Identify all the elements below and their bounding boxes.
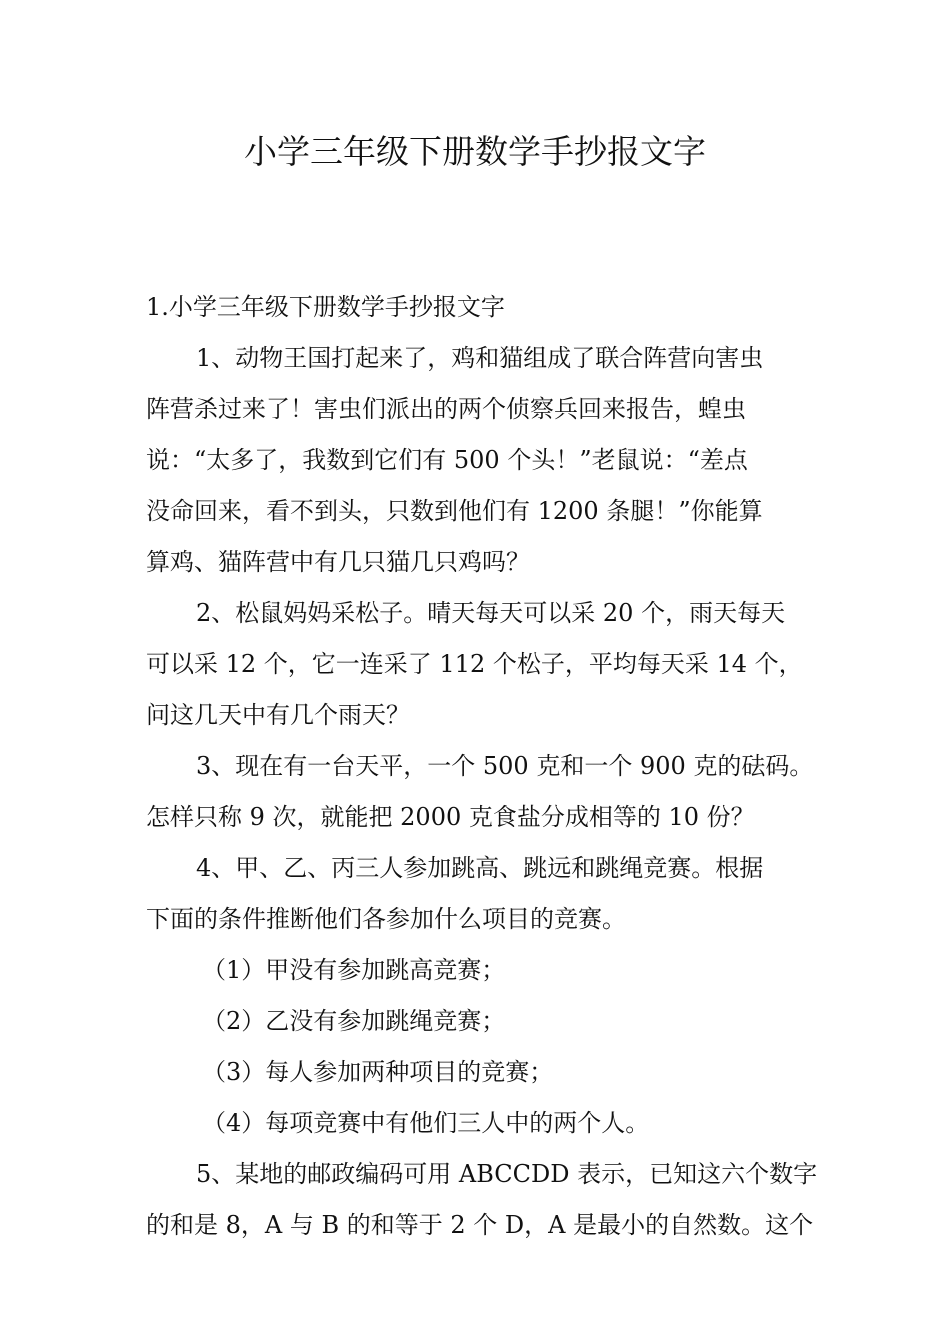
document-body — [146, 282, 826, 1251]
text-line: （3）每人参加两种项目的竞赛； — [202, 1058, 554, 1086]
text-line: 说：“太多了，我数到它们有 500 个头！”老鼠说：“差点 — [146, 446, 748, 474]
document-title: 小学三年级下册数学手抄报文字 — [244, 132, 706, 171]
text-line: 的和是 8，A 与 B 的和等于 2 个 D，A 是最小的自然数。这个 — [146, 1211, 814, 1239]
text-line: 下面的条件推断他们各参加什么项目的竞赛。 — [146, 905, 626, 933]
text-line: 1、动物王国打起来了，鸡和猫组成了联合阵营向害虫 — [196, 344, 764, 372]
text-line: 可以采 12 个，它一连采了 112 个松子，平均每天采 14 个， — [146, 650, 803, 678]
text-line: （4）每项竞赛中有他们三人中的两个人。 — [202, 1109, 650, 1137]
text-line: 算鸡、猫阵营中有几只猫几只鸡吗？ — [146, 548, 530, 576]
text-line: （2）乙没有参加跳绳竞赛； — [202, 1007, 506, 1035]
text-line: （1）甲没有参加跳高竞赛； — [202, 956, 506, 984]
text-line: 2、松鼠妈妈采松子。晴天每天可以采 20 个，雨天每天 — [196, 599, 786, 627]
text-line: 1.小学三年级下册数学手抄报文字 — [146, 293, 505, 321]
text-line: 5、某地的邮政编码可用 ABCCDD 表示，已知这六个数字 — [196, 1160, 818, 1188]
text-line: 阵营杀过来了！害虫们派出的两个侦察兵回来报告，蝗虫 — [146, 395, 746, 423]
text-line: 3、现在有一台天平，一个 500 克和一个 900 克的砝码。 — [196, 752, 814, 780]
text-line: 问这几天中有几个雨天？ — [146, 701, 410, 729]
text-line: 没命回来，看不到头，只数到他们有 1200 条腿！”你能算 — [146, 497, 763, 525]
text-line: 怎样只称 9 次，就能把 2000 克食盐分成相等的 10 份？ — [146, 803, 755, 831]
text-line: 4、甲、乙、丙三人参加跳高、跳远和跳绳竞赛。根据 — [196, 854, 764, 882]
